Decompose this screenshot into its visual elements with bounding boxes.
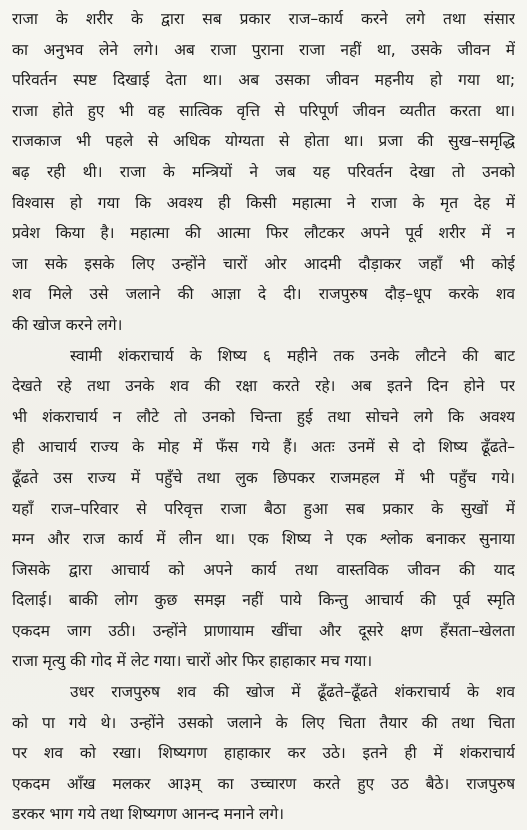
text-line: जिसके द्वारा आचार्य को अपने कार्य तथा वास्तविक जीवन की याद [12, 560, 515, 579]
text-line: स्वामी शंकराचार्य के शिष्य ६ महीने तक उनके लौटने की बाट [70, 346, 515, 365]
text-line: यहाँ राज–परिवार से परिवृत्त राजा बैठा हुआ सब प्रकार के सुखों में [12, 499, 515, 518]
text-line: विश्वास हो गया कि अवश्य ही किसी महात्मा ने राजा के मृत देह में [12, 193, 515, 212]
paragraph-1 [12, 4, 515, 341]
text-line: ही आचार्य राज्य के मोह में फँस गये हैं। अतः उनमें से दो शिष्य ढूँढते– [12, 438, 515, 457]
paragraph-3 [12, 677, 515, 830]
text-line: प्रवेश किया है। महात्मा की आत्मा फिर लौटकर अपने पूर्व शरीर में न [12, 224, 515, 243]
text-line: का अनुभव लेने लगे। अब राजा पुराना राजा नहीं था, उसके जीवन में [12, 40, 515, 59]
text-line: परिवर्तन स्पष्ट दिखाई देता था। अब उसका जीवन महनीय हो गया था; [12, 71, 515, 90]
text-line: राजकाज भी पहले से अधिक योग्यता से होता था। प्रजा की सुख–समृद्धि [12, 132, 515, 151]
text-line: पर शव को रखा। शिष्यगण हाहाकार कर उठे। इतने ही में शंकराचार्य [12, 744, 515, 763]
text-line: देखते रहे तथा उनके शव की रक्षा करते रहे। अब इतने दिन होने पर [12, 377, 515, 396]
text-line: दिलाई। बाकी लोग कुछ समझ नहीं पाये किन्तु आचार्य की पूर्व स्मृति [12, 591, 515, 610]
text-line: एकदम आँख मलकर आ३म् का उच्चारण करते हुए उठ बैठे। राजपुरुष [12, 774, 515, 793]
text-line: को पा गये थे। उन्होंने उसको जलाने के लिए चिता तैयार की तथा चिता [12, 713, 515, 732]
text-line: की खोज करने लगे। [12, 315, 123, 334]
text-line: जा सके इसके लिए उन्होंने चारों ओर आदमी दौड़ाकर जहाँ भी कोई [12, 254, 515, 273]
text-line: भी शंकराचार्य न लौटे तो उनको चिन्ता हुई तथा सोचने लगे कि अवश्य [12, 407, 515, 426]
text-line: राजा होते हुए भी वह सात्विक वृत्ति से परिपूर्ण जीवन व्यतीत करता था। [12, 101, 515, 120]
text-line: राजा के शरीर के द्वारा सब प्रकार राज–कार्य करने लगे तथा संसार [12, 10, 515, 28]
text-line: उधर राजपुरुष शव की खोज में ढूँढते–ढूँढते शंकराचार्य के शव [70, 683, 515, 702]
text-line: डरकर भाग गये तथा शिष्यगण आनन्द मनाने लगे। [12, 805, 284, 824]
text-line: ढूँढते उस राज्य में पहुँचे तथा लुक छिपकर राजमहल में भी पहुँच गये। [12, 468, 515, 487]
text-line: राजा मृत्यु की गोद में लेट गया। चारों ओर फिर हाहाकार मच गया। [12, 652, 373, 671]
paragraph-2 [12, 341, 515, 678]
text-line: शव मिले उसे जलाने की आज्ञा दे दी। राजपुरुष दौड़–धूप करके शव [12, 285, 515, 304]
text-line: मग्न और राज कार्य में लीन था। एक शिष्य ने एक श्लोक बनाकर सुनाया [12, 530, 515, 549]
text-line: एकदम जाग उठी। उन्होंने प्राणायाम खींचा और दूसरे क्षण हँसता–खेलता [12, 621, 515, 640]
text-line: बढ़ रही थी। राजा के मन्त्रियों ने जब यह परिवर्तन देखा तो उनको [12, 162, 515, 181]
